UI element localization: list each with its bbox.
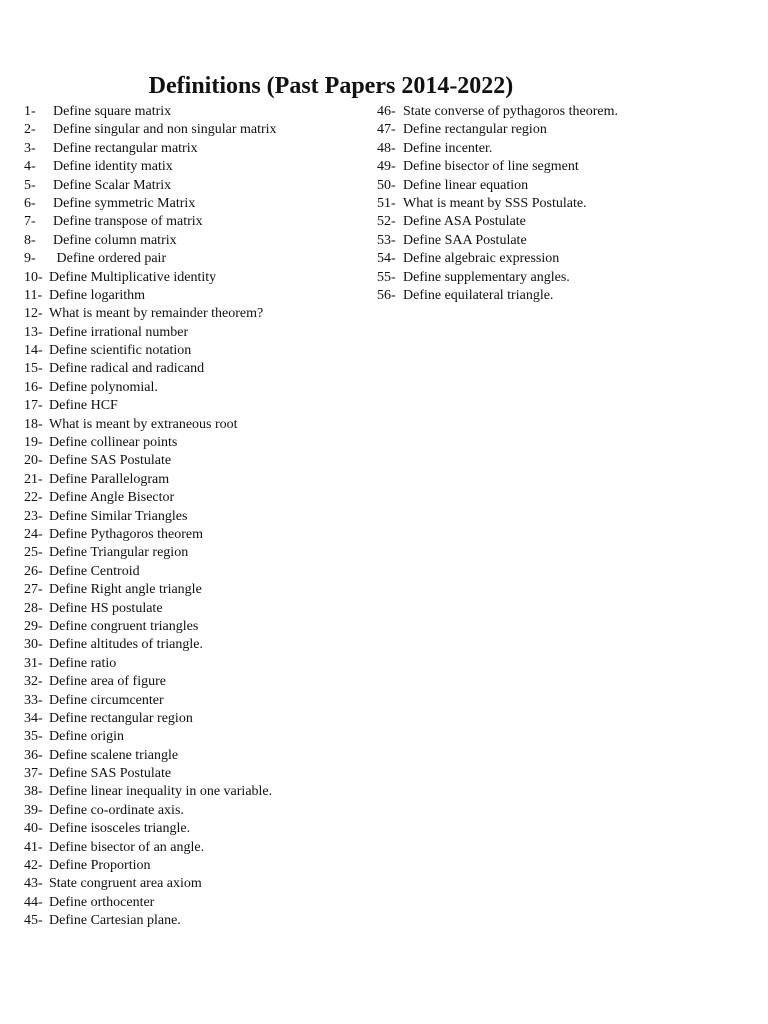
item-text: What is meant by remainder theorem? <box>49 306 264 322</box>
item-text: Define isosceles triangle. <box>49 821 191 837</box>
item-text: Define Scalar Matrix <box>53 177 172 193</box>
list-item <box>24 250 364 268</box>
item-text: Define Parallelogram <box>49 471 170 487</box>
list-item <box>24 673 364 691</box>
item-number: 52- <box>377 214 396 230</box>
item-number: 43- <box>24 876 43 892</box>
item-text: Define HS postulate <box>49 600 163 616</box>
list-item <box>377 250 747 268</box>
list-item <box>24 563 364 581</box>
item-text: What is meant by extraneous root <box>49 416 238 432</box>
item-number: 10- <box>24 269 43 285</box>
item-number: 24- <box>24 526 43 542</box>
item-text: What is meant by SSS Postulate. <box>403 195 587 211</box>
item-text: Define altitudes of triangle. <box>49 637 203 653</box>
list-item <box>377 213 747 231</box>
list-item <box>24 232 364 250</box>
list-item <box>24 526 364 544</box>
item-text: Define Centroid <box>49 563 140 579</box>
list-item <box>24 802 364 820</box>
item-number: 9- <box>24 251 36 267</box>
item-text: Define Similar Triangles <box>49 508 188 524</box>
item-number: 48- <box>377 140 396 156</box>
list-item <box>24 452 364 470</box>
item-number: 20- <box>24 453 43 469</box>
item-text: Define HCF <box>49 398 118 414</box>
item-text: Define column matrix <box>53 232 177 248</box>
item-number: 40- <box>24 821 43 837</box>
item-number: 15- <box>24 361 43 377</box>
item-number: 12- <box>24 306 43 322</box>
list-item <box>24 581 364 599</box>
item-text: Define SAA Postulate <box>403 232 527 248</box>
item-text: Define co-ordinate axis. <box>49 802 184 818</box>
item-text: Define Pythagoros theorem <box>49 526 203 542</box>
item-number: 34- <box>24 710 43 726</box>
item-number: 53- <box>377 232 396 248</box>
item-number: 30- <box>24 637 43 653</box>
item-number: 54- <box>377 251 396 267</box>
list-item <box>24 820 364 838</box>
item-number: 42- <box>24 858 43 874</box>
item-text: Define algebraic expression <box>403 251 560 267</box>
item-text: Define irrational number <box>49 324 189 340</box>
item-number: 1- <box>24 104 36 119</box>
item-number: 13- <box>24 324 43 340</box>
list-item <box>24 324 364 342</box>
list-item <box>377 232 747 250</box>
list-item <box>377 103 747 121</box>
list-item <box>24 397 364 415</box>
list-item <box>24 287 364 305</box>
list-item <box>24 416 364 434</box>
item-text: Define symmetric Matrix <box>53 195 196 211</box>
list-item <box>377 287 747 305</box>
item-number: 8- <box>24 232 36 248</box>
list-item <box>24 305 364 323</box>
item-text: Define rectangular region <box>49 710 193 726</box>
item-text: Define scientific notation <box>49 343 192 359</box>
item-number: 47- <box>377 122 396 138</box>
item-text: Define linear equation <box>403 177 529 193</box>
item-number: 26- <box>24 563 43 579</box>
item-text: Define SAS Postulate <box>49 766 172 782</box>
item-text: Define linear inequality in one variable. <box>49 784 273 800</box>
definitions-list-right <box>377 103 747 305</box>
list-item <box>24 912 364 930</box>
list-item <box>24 839 364 857</box>
item-text: Define Multiplicative identity <box>49 269 217 285</box>
item-number: 50- <box>377 177 396 193</box>
item-text: Define congruent triangles <box>49 618 199 634</box>
item-text: Define radical and radicand <box>49 361 205 377</box>
item-text: Define rectangular region <box>403 122 547 138</box>
item-text: Define polynomial. <box>49 379 158 395</box>
item-number: 17- <box>24 398 43 414</box>
list-item <box>24 158 364 176</box>
item-text: Define logarithm <box>49 287 146 303</box>
item-number: 51- <box>377 195 396 211</box>
item-number: 7- <box>24 214 36 230</box>
item-number: 6- <box>24 195 36 211</box>
list-item <box>24 857 364 875</box>
item-text: Define transpose of matrix <box>53 214 203 230</box>
list-item <box>377 195 747 213</box>
item-text: Define Proportion <box>49 858 151 874</box>
list-item <box>24 434 364 452</box>
item-number: 37- <box>24 766 43 782</box>
item-number: 25- <box>24 545 43 561</box>
item-number: 32- <box>24 674 43 690</box>
item-number: 46- <box>377 104 396 119</box>
list-item <box>377 158 747 176</box>
item-number: 4- <box>24 159 36 175</box>
page-title: Definitions (Past Papers 2014-2022) <box>148 73 514 99</box>
list-item <box>24 544 364 562</box>
item-text: Define equilateral triangle. <box>403 287 554 303</box>
list-item <box>24 140 364 158</box>
item-text: Define Triangular region <box>49 545 189 561</box>
item-number: 45- <box>24 913 43 929</box>
list-item <box>24 489 364 507</box>
item-text: Define SAS Postulate <box>49 453 172 469</box>
item-text: Define Angle Bisector <box>49 490 175 506</box>
item-text: Define square matrix <box>53 104 172 119</box>
item-number: 23- <box>24 508 43 524</box>
item-number: 56- <box>377 287 396 303</box>
item-text: Define ordered pair <box>53 251 167 267</box>
list-item <box>24 875 364 893</box>
item-text: Define area of figure <box>49 674 166 690</box>
item-text: Define circumcenter <box>49 692 164 708</box>
list-item <box>24 710 364 728</box>
item-number: 18- <box>24 416 43 432</box>
item-number: 38- <box>24 784 43 800</box>
item-text: Define ASA Postulate <box>403 214 526 230</box>
list-item <box>24 342 364 360</box>
list-item <box>24 600 364 618</box>
item-text: Define supplementary angles. <box>403 269 570 285</box>
item-number: 3- <box>24 140 36 156</box>
item-number: 5- <box>24 177 36 193</box>
list-item <box>24 894 364 912</box>
item-number: 41- <box>24 839 43 855</box>
item-number: 28- <box>24 600 43 616</box>
item-text: Define origin <box>49 729 125 745</box>
item-text: State converse of pythagoros theorem. <box>403 104 618 119</box>
item-number: 29- <box>24 618 43 634</box>
list-item <box>24 655 364 673</box>
list-item <box>24 360 364 378</box>
item-text: Define rectangular matrix <box>53 140 198 156</box>
item-number: 55- <box>377 269 396 285</box>
list-item <box>24 618 364 636</box>
list-item <box>377 177 747 195</box>
list-item <box>377 269 747 287</box>
item-number: 2- <box>24 122 36 138</box>
item-number: 35- <box>24 729 43 745</box>
list-item <box>24 508 364 526</box>
item-text: Define ratio <box>49 655 117 671</box>
list-item <box>24 177 364 195</box>
item-text: Define collinear points <box>49 435 178 451</box>
item-number: 16- <box>24 379 43 395</box>
list-item <box>24 103 364 121</box>
item-text: Define bisector of an angle. <box>49 839 205 855</box>
item-text: Define bisector of line segment <box>403 159 579 175</box>
list-item <box>24 783 364 801</box>
item-number: 14- <box>24 343 43 359</box>
item-text: Define Cartesian plane. <box>49 913 181 929</box>
item-text: Define scalene triangle <box>49 747 179 763</box>
item-number: 11- <box>24 287 43 303</box>
item-text: Define identity matix <box>53 159 173 175</box>
item-number: 19- <box>24 435 43 451</box>
list-item <box>24 379 364 397</box>
item-number: 33- <box>24 692 43 708</box>
list-item <box>24 195 364 213</box>
item-number: 31- <box>24 655 43 671</box>
list-item <box>24 213 364 231</box>
list-item <box>24 728 364 746</box>
list-item <box>24 636 364 654</box>
list-item <box>377 140 747 158</box>
item-number: 44- <box>24 894 43 910</box>
list-item <box>24 692 364 710</box>
item-number: 36- <box>24 747 43 763</box>
item-number: 49- <box>377 159 396 175</box>
list-item <box>24 121 364 139</box>
definitions-list-left <box>24 103 364 931</box>
item-text: State congruent area axiom <box>49 876 202 892</box>
list-item <box>377 121 747 139</box>
list-item <box>24 269 364 287</box>
item-text: Define Right angle triangle <box>49 582 202 598</box>
item-text: Define singular and non singular matrix <box>53 122 277 138</box>
item-text: Define incenter. <box>403 140 493 156</box>
list-item <box>24 747 364 765</box>
item-text: Define orthocenter <box>49 894 155 910</box>
item-number: 27- <box>24 582 43 598</box>
list-item <box>24 765 364 783</box>
list-item <box>24 471 364 489</box>
item-number: 22- <box>24 490 43 506</box>
item-number: 39- <box>24 802 43 818</box>
item-number: 21- <box>24 471 43 487</box>
